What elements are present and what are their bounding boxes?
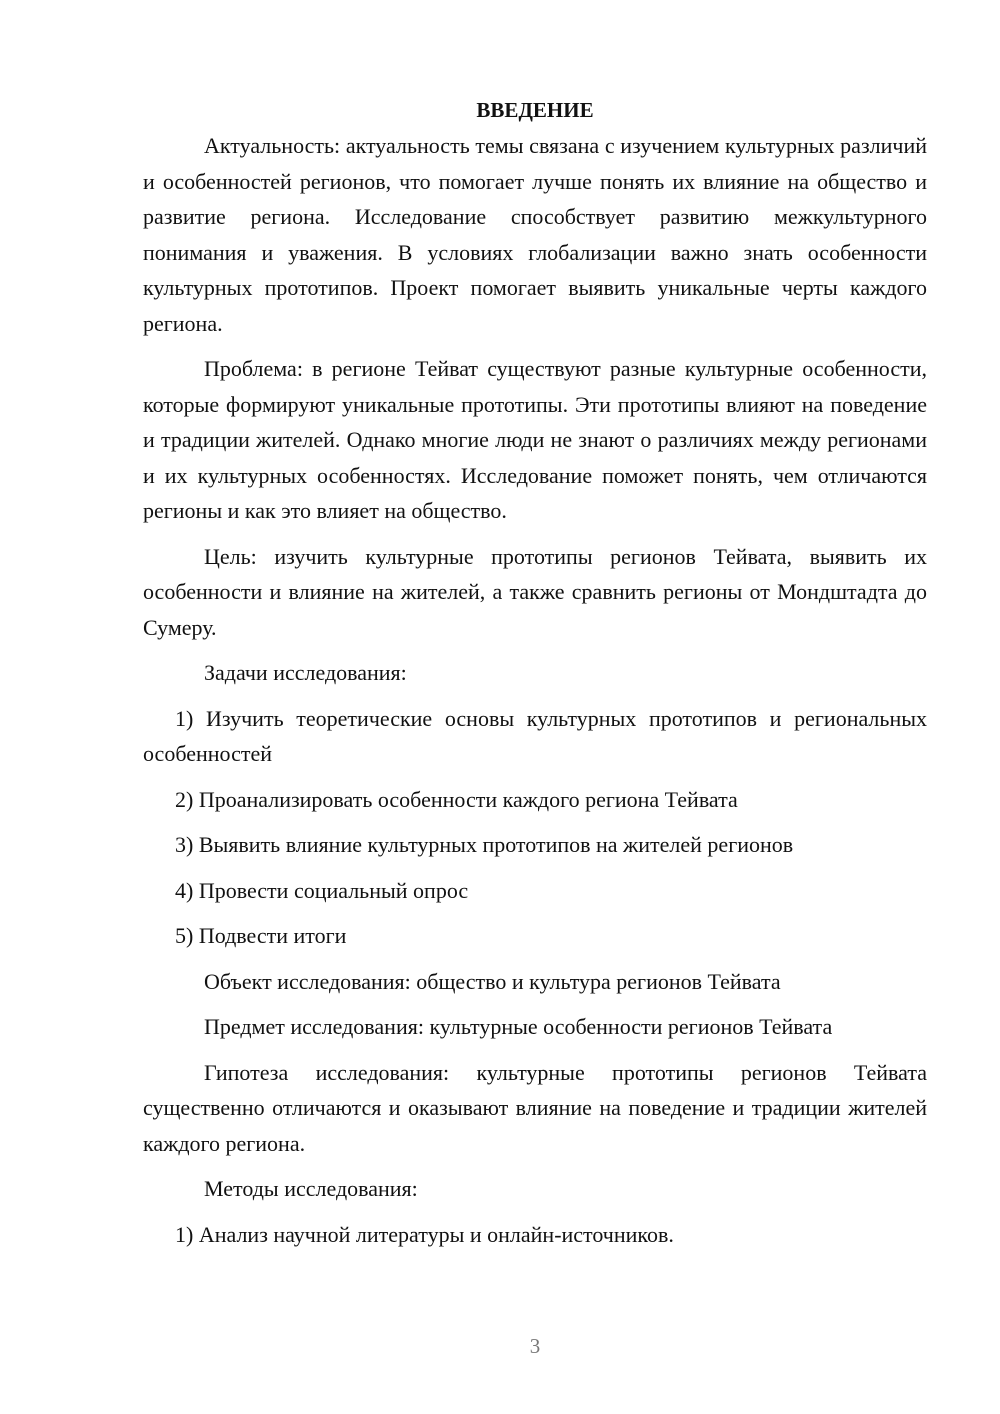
problem-paragraph: Проблема: в регионе Тейват существуют разные культурные особенности, которые формируют уникальные прототипы. Эти прототипы влияют на поведение и традиции жителей. Однако многие люди не знают о различиях между регионами и их культурных особенностях. Исследование поможет понять, чем отличаются регионы и как это влияет на общество.	[143, 356, 927, 523]
text-body	[143, 92, 927, 1252]
tasks-heading: Задачи исследования:	[204, 660, 407, 685]
goal-paragraph: Цель: изучить культурные прототипы регионов Тейвата, выявить их особенности и влияние на жителей, а также сравнить регионы от Мондштадта до Сумеру.	[143, 543, 927, 640]
task-item-5: 5) Подвести итоги	[175, 923, 347, 948]
task-item-2: 2) Проанализировать особенности каждого региона Тейвата	[175, 786, 738, 812]
object-paragraph: Объект исследования: общество и культура регионов Тейвата	[204, 968, 781, 994]
method-item-1: 1) Анализ научной литературы и онлайн-источников.	[175, 1221, 674, 1247]
task-item-3: 3) Выявить влияние культурных прототипов на жителей регионов	[175, 832, 794, 857]
relevance-paragraph: Актуальность: актуальность темы связана с изучением культурных различий и особенностей регионов, что помогает лучше понять их влияние на общество и развитие региона. Исследование способствует развитию межкультурного понимания и уважения. В условиях глобализации важно знать особенности культурных прототипов. Проект помогает выявить уникальные черты каждого региона.	[143, 133, 927, 336]
methods-heading: Методы исследования:	[204, 1176, 418, 1201]
page-number: 3	[529, 1334, 541, 1358]
task-item-1: 1) Изучить теоретические основы культурных прототипов и региональных особенностей	[143, 705, 927, 766]
hypothesis-paragraph: Гипотеза исследования: культурные прототипы регионов Тейвата существенно отличаются и оказывают влияние на поведение и традиции жителей каждого региона.	[143, 1059, 927, 1156]
task-item-4: 4) Провести социальный опрос	[175, 877, 469, 903]
page-title: ВВЕДЕНИЕ	[476, 98, 594, 122]
subject-paragraph: Предмет исследования: культурные особенности регионов Тейвата	[204, 1014, 833, 1039]
